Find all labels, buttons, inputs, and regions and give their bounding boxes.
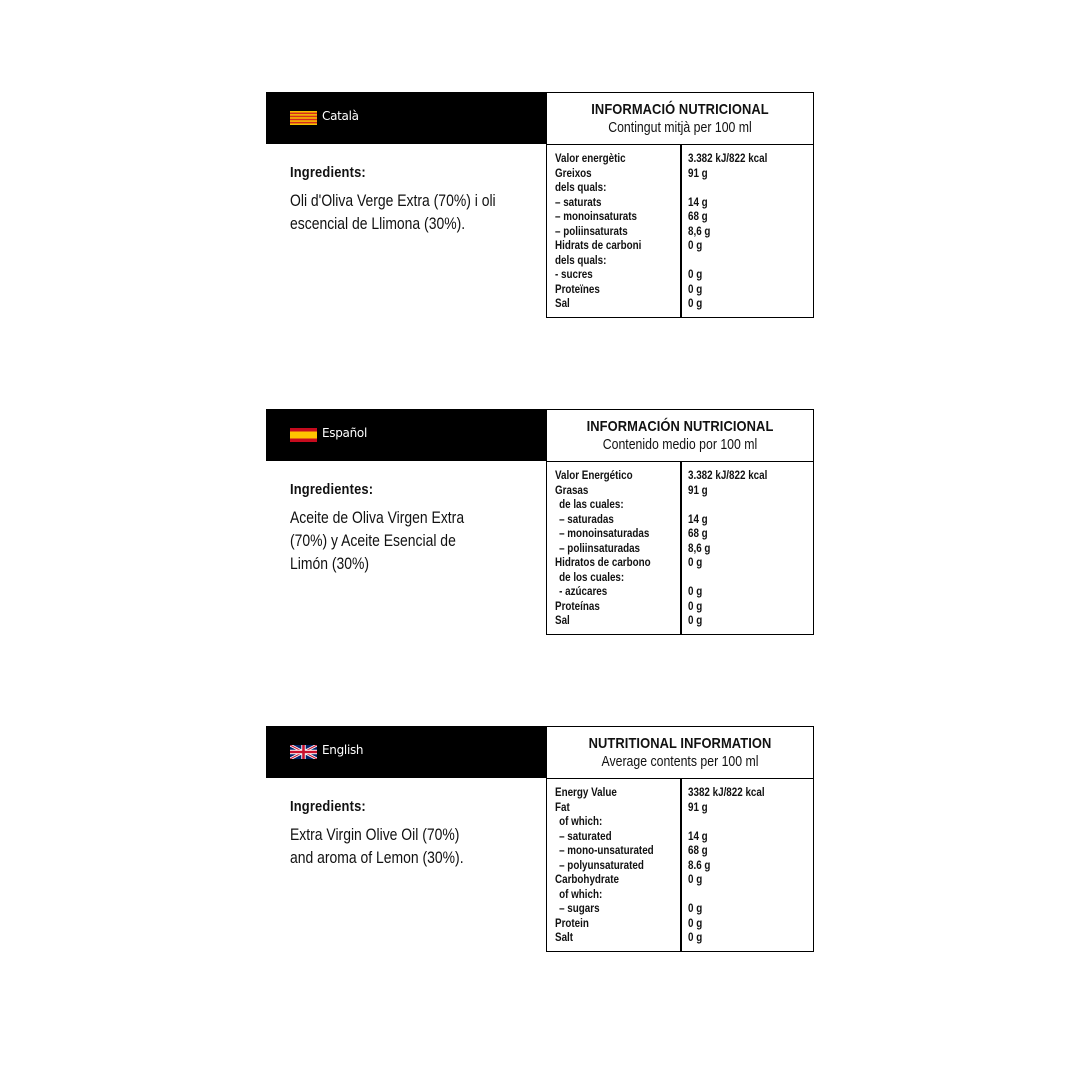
nutrient-label: – sugars	[559, 901, 600, 915]
ingredients-text: Oli d'Oliva Verge Extra (70%) i oli escencial de Llimona (30%).	[290, 191, 496, 233]
nutrient-value: 3.382 kJ/822 kcal	[688, 151, 768, 165]
nutrient-labels	[555, 785, 679, 945]
nutrient-label: – saturated	[559, 828, 612, 843]
nutrient-label: Sal	[555, 613, 570, 627]
language-label: Català	[322, 109, 359, 123]
nutrient-value: 0 g	[688, 930, 703, 944]
spain-flag-icon	[290, 428, 317, 442]
nutrient-value: 0 g	[688, 598, 703, 613]
nutrient-label: Energy Value	[555, 785, 617, 799]
nutrient-label: of which:	[559, 886, 603, 901]
ingredients-title: Ingredients:	[290, 164, 366, 181]
language-bar	[266, 409, 547, 461]
nutrition-table	[546, 409, 814, 635]
nutrient-label: Sal	[555, 296, 570, 310]
nutrient-value: 3.382 kJ/822 kcal	[688, 468, 768, 482]
nutrient-value	[688, 814, 790, 829]
nutrient-value: 8,6 g	[688, 540, 711, 555]
catalonia-flag-icon	[290, 111, 317, 125]
nutrient-label: dels quals:	[555, 252, 607, 267]
nutrition-table-header	[547, 727, 813, 779]
nutrient-label: – mono-unsaturated	[559, 843, 654, 857]
nutrient-label: – saturats	[555, 194, 602, 209]
nutrition-table-subtitle: Contenido medio por 100 ml	[602, 436, 758, 453]
language-label: English	[322, 743, 364, 757]
nutrient-label: Fat	[555, 799, 570, 814]
nutrition-table	[546, 726, 814, 952]
nutrient-label: – polyunsaturated	[559, 857, 644, 872]
nutrient-value: 0 g	[688, 267, 703, 281]
language-label: Español	[322, 426, 367, 440]
nutrient-label: Valor Energético	[555, 468, 633, 482]
nutrition-table-title: INFORMACIÓN NUTRICIONAL	[586, 418, 774, 435]
column-divider	[680, 144, 682, 317]
nutrient-values	[688, 151, 812, 311]
nutrient-value	[688, 253, 790, 268]
nutrient-value: 14 g	[688, 511, 708, 526]
nutrient-label: Protein	[555, 915, 589, 930]
nutrient-value: 14 g	[688, 828, 708, 843]
language-bar	[266, 726, 547, 778]
ingredients-title: Ingredientes:	[290, 481, 374, 498]
nutrition-table-header	[547, 93, 813, 145]
nutrient-labels	[555, 151, 679, 311]
nutrient-value: 91 g	[688, 799, 708, 814]
nutrient-label: Carbohydrate	[555, 872, 619, 886]
column-divider	[680, 461, 682, 634]
nutrition-table-title: NUTRITIONAL INFORMATION	[588, 735, 772, 752]
nutrient-value: 68 g	[688, 209, 708, 223]
nutrient-value: 0 g	[688, 555, 703, 569]
column-divider	[680, 778, 682, 951]
nutrient-label: - azúcares	[559, 584, 608, 598]
nutrition-table-title: INFORMACIÓ NUTRICIONAL	[591, 101, 769, 118]
nutrient-value: 0 g	[688, 238, 703, 252]
nutrient-value: 91 g	[688, 165, 708, 180]
nutrient-values	[688, 468, 812, 628]
nutrient-label: of which:	[559, 814, 603, 828]
nutrient-value: 68 g	[688, 526, 708, 540]
nutrient-value: 14 g	[688, 194, 708, 209]
ingredients-text: Extra Virgin Olive Oil (70%) and aroma of Lemon (30%).	[290, 825, 464, 867]
ingredients-text: Aceite de Oliva Virgen Extra (70%) y Aceite Esencial de Limón (30%)	[290, 508, 465, 573]
nutrient-value: 68 g	[688, 843, 708, 857]
nutrient-label: Grasas	[555, 482, 589, 497]
nutrient-label: – monoinsaturats	[555, 209, 638, 223]
nutrient-label: Valor energètic	[555, 151, 626, 165]
nutrient-value: 0 g	[688, 296, 703, 310]
nutrient-value: 0 g	[688, 901, 703, 915]
nutrient-value	[688, 887, 790, 902]
nutrient-value: 0 g	[688, 281, 703, 296]
nutrient-label: – poliinsaturadas	[559, 540, 641, 555]
nutrient-value	[688, 180, 790, 195]
nutrition-table-header	[547, 410, 813, 462]
nutrient-labels	[555, 468, 679, 628]
nutrient-label: - sucres	[555, 267, 593, 281]
language-bar	[266, 92, 547, 144]
ingredients-title: Ingredients:	[290, 798, 366, 815]
nutrient-label: – poliinsaturats	[555, 223, 628, 238]
nutrient-value: 8.6 g	[688, 857, 711, 872]
section-english	[266, 726, 814, 953]
nutrient-value	[688, 570, 790, 585]
section-catala	[266, 92, 814, 319]
nutrient-value	[688, 497, 790, 512]
nutrient-value: 3382 kJ/822 kcal	[688, 785, 765, 799]
nutrient-label: – monoinsaturadas	[559, 526, 650, 540]
nutrient-value: 8,6 g	[688, 223, 711, 238]
nutrient-label: Hidrats de carboni	[555, 238, 642, 252]
nutrition-table	[546, 92, 814, 318]
nutrient-label: Proteínas	[555, 598, 600, 613]
nutrient-label: Hidratos de carbono	[555, 555, 651, 569]
nutrient-value: 0 g	[688, 613, 703, 627]
section-espanol	[266, 409, 814, 636]
nutrient-label: de las cuales:	[559, 497, 624, 511]
nutrient-value: 0 g	[688, 872, 703, 886]
nutrient-value: 0 g	[688, 584, 703, 598]
nutrient-label: Salt	[555, 930, 574, 944]
nutrient-label: de los cuales:	[559, 569, 625, 584]
nutrient-label: Greixos	[555, 165, 592, 180]
nutrient-label: dels quals:	[555, 180, 607, 194]
nutrient-value: 0 g	[688, 915, 703, 930]
nutrient-label: Proteïnes	[555, 281, 600, 296]
nutrient-value: 91 g	[688, 482, 708, 497]
nutrition-table-subtitle: Contingut mitjà per 100 ml	[608, 119, 752, 136]
uk-flag-icon	[290, 745, 317, 759]
nutrition-table-subtitle: Average contents per 100 ml	[601, 753, 759, 770]
nutrient-label: – saturadas	[559, 511, 614, 526]
nutrient-values	[688, 785, 812, 945]
